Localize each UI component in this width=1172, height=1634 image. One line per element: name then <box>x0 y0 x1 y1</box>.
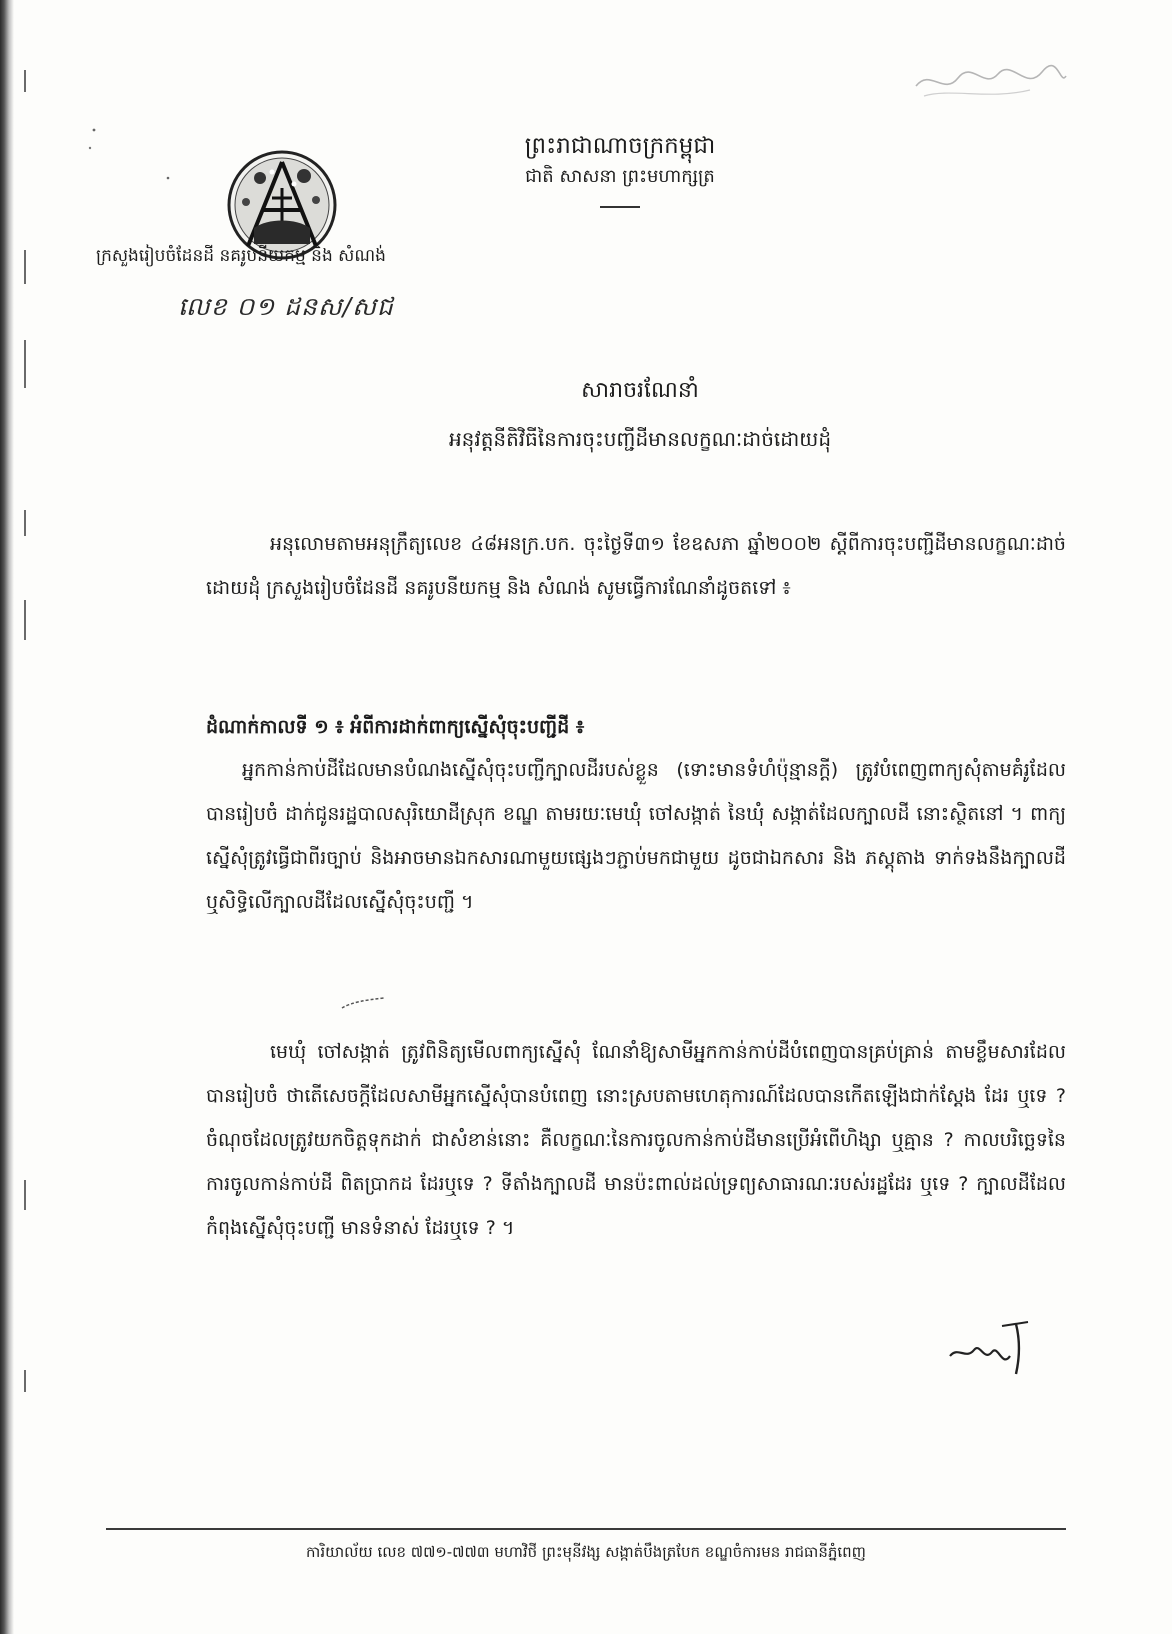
national-motto: ជាតិ សាសនា ព្រះមហាក្សត្រ <box>525 166 715 187</box>
handwritten-scribble-mark <box>910 56 1070 106</box>
document-title-block <box>380 374 900 456</box>
kingdom-name: ព្រះរាជាណាចក្រកម្ពុជា <box>524 133 716 159</box>
document-subtitle: អនុវត្តនីតិវិធីនៃការចុះបញ្ជីដីមានលក្ខណៈដាច់ដោយដុំ <box>448 427 832 451</box>
motto-underline <box>600 206 640 208</box>
footer-address: ការិយាល័យ លេខ ៧៧១-៧៧៣ មហាវិថី ព្រះមុនីវង្ស សង្កាត់បឹងត្របែក ខណ្ឌចំការមន រាជធានីភ្នំពេញ <box>306 1543 866 1561</box>
footer-rule <box>106 1528 1066 1530</box>
document-title: សារាចរណែនាំ <box>581 378 699 403</box>
initials-signature <box>944 1316 1064 1378</box>
ministry-name: ក្រសួងរៀបចំដែនដី នគរូបនីយកម្ម និង សំណង់ <box>96 246 386 266</box>
section-1-paragraph-2: មេឃុំ ចៅសង្កាត់ ត្រូវពិនិត្យមើលពាក្យស្នើសុំ ណែនាំឱ្យសាមីអ្នកកាន់កាប់ដីបំពេញបានគ្រប់គ្រាន់ តាមខ្លឹមសារដែលបានរៀបចំ ថាតើសេចក្តីដែលសាមីអ្នកស្នើសុំបានបំពេញ នោះស្របតាមហេតុការណ៍ដែលបានកើតឡើងជាក់ស្តែង ដែរ ឬទេ ? ចំណុចដែលត្រូវយកចិត្តទុកដាក់ ជាសំខាន់នោះ គឺលក្ខណៈនៃការចូលកាន់កាប់ដីមានប្រើអំពើហិង្សា ឬគ្មាន ? កាលបរិច្ឆេទនៃការចូលកាន់កាប់ដី ពិតប្រាកដ ដែរឬទេ ? ទីតាំងក្បាលដី មានប៉ះពាល់ដល់ទ្រព្យសាធារណៈរបស់រដ្ឋដែរ ឬទេ ? ក្បាលដីដែលកំពុងស្នើសុំចុះបញ្ជី មានទំនាស់ ដែរឬទេ ? ។ <box>206 1041 1066 1239</box>
scan-speckle <box>80 120 200 200</box>
scan-dash-mark <box>338 994 390 1012</box>
scan-edge-marks <box>18 40 34 1600</box>
intro-paragraph: អនុលោមតាមអនុក្រឹត្យលេខ ៤៨អនក្រ.បក. ចុះថ្ងៃទី៣១ ខែឧសភា ឆ្នាំ២០០២ ស្តីពីការចុះបញ្ជីដីមានលក្ខណៈដាច់ដោយដុំ ក្រសួងរៀបចំដែនដី នគរូបនីយកម្ម និង សំណង់ សូមធ្វើការណែនាំដូចតទៅ ៖ <box>206 533 1066 599</box>
section-1-paragraph-1: អ្នកកាន់កាប់ដីដែលមានបំណងស្នើសុំចុះបញ្ជីក្បាលដីរបស់ខ្លួន (ទោះមានទំហំប៉ុន្មានក្តី) ត្រូវបំពេញពាក្យសុំតាមគំរូដែលបានរៀបចំ ដាក់ជូនរដ្ឋបាលសុរិយោដីស្រុក ខណ្ឌ តាមរយៈមេឃុំ ចៅសង្កាត់ នៃឃុំ សង្កាត់ដែលក្បាលដី នោះស្ថិតនៅ ។ ពាក្យស្នើសុំត្រូវធ្វើជាពីរច្បាប់ និងអាចមានឯកសារណាមួយផ្សេងៗភ្ជាប់មកជាមួយ ដូចជាឯកសារ និង ភស្តុតាង ទាក់ទងនឹងក្បាលដី ឬសិទ្ធិលើក្បាលដីដែលស្នើសុំចុះបញ្ជី ។ <box>206 759 1066 913</box>
reference-number: លេខ ០១ ដនស/សជ <box>178 292 394 321</box>
section-1-heading: ដំណាក់កាលទី ១ ៖ អំពីការដាក់ពាក្យស្នើសុំចុះបញ្ជីដី ៖ <box>206 716 585 738</box>
scan-edge-shadow <box>0 0 14 1634</box>
kingdom-header <box>470 130 770 208</box>
